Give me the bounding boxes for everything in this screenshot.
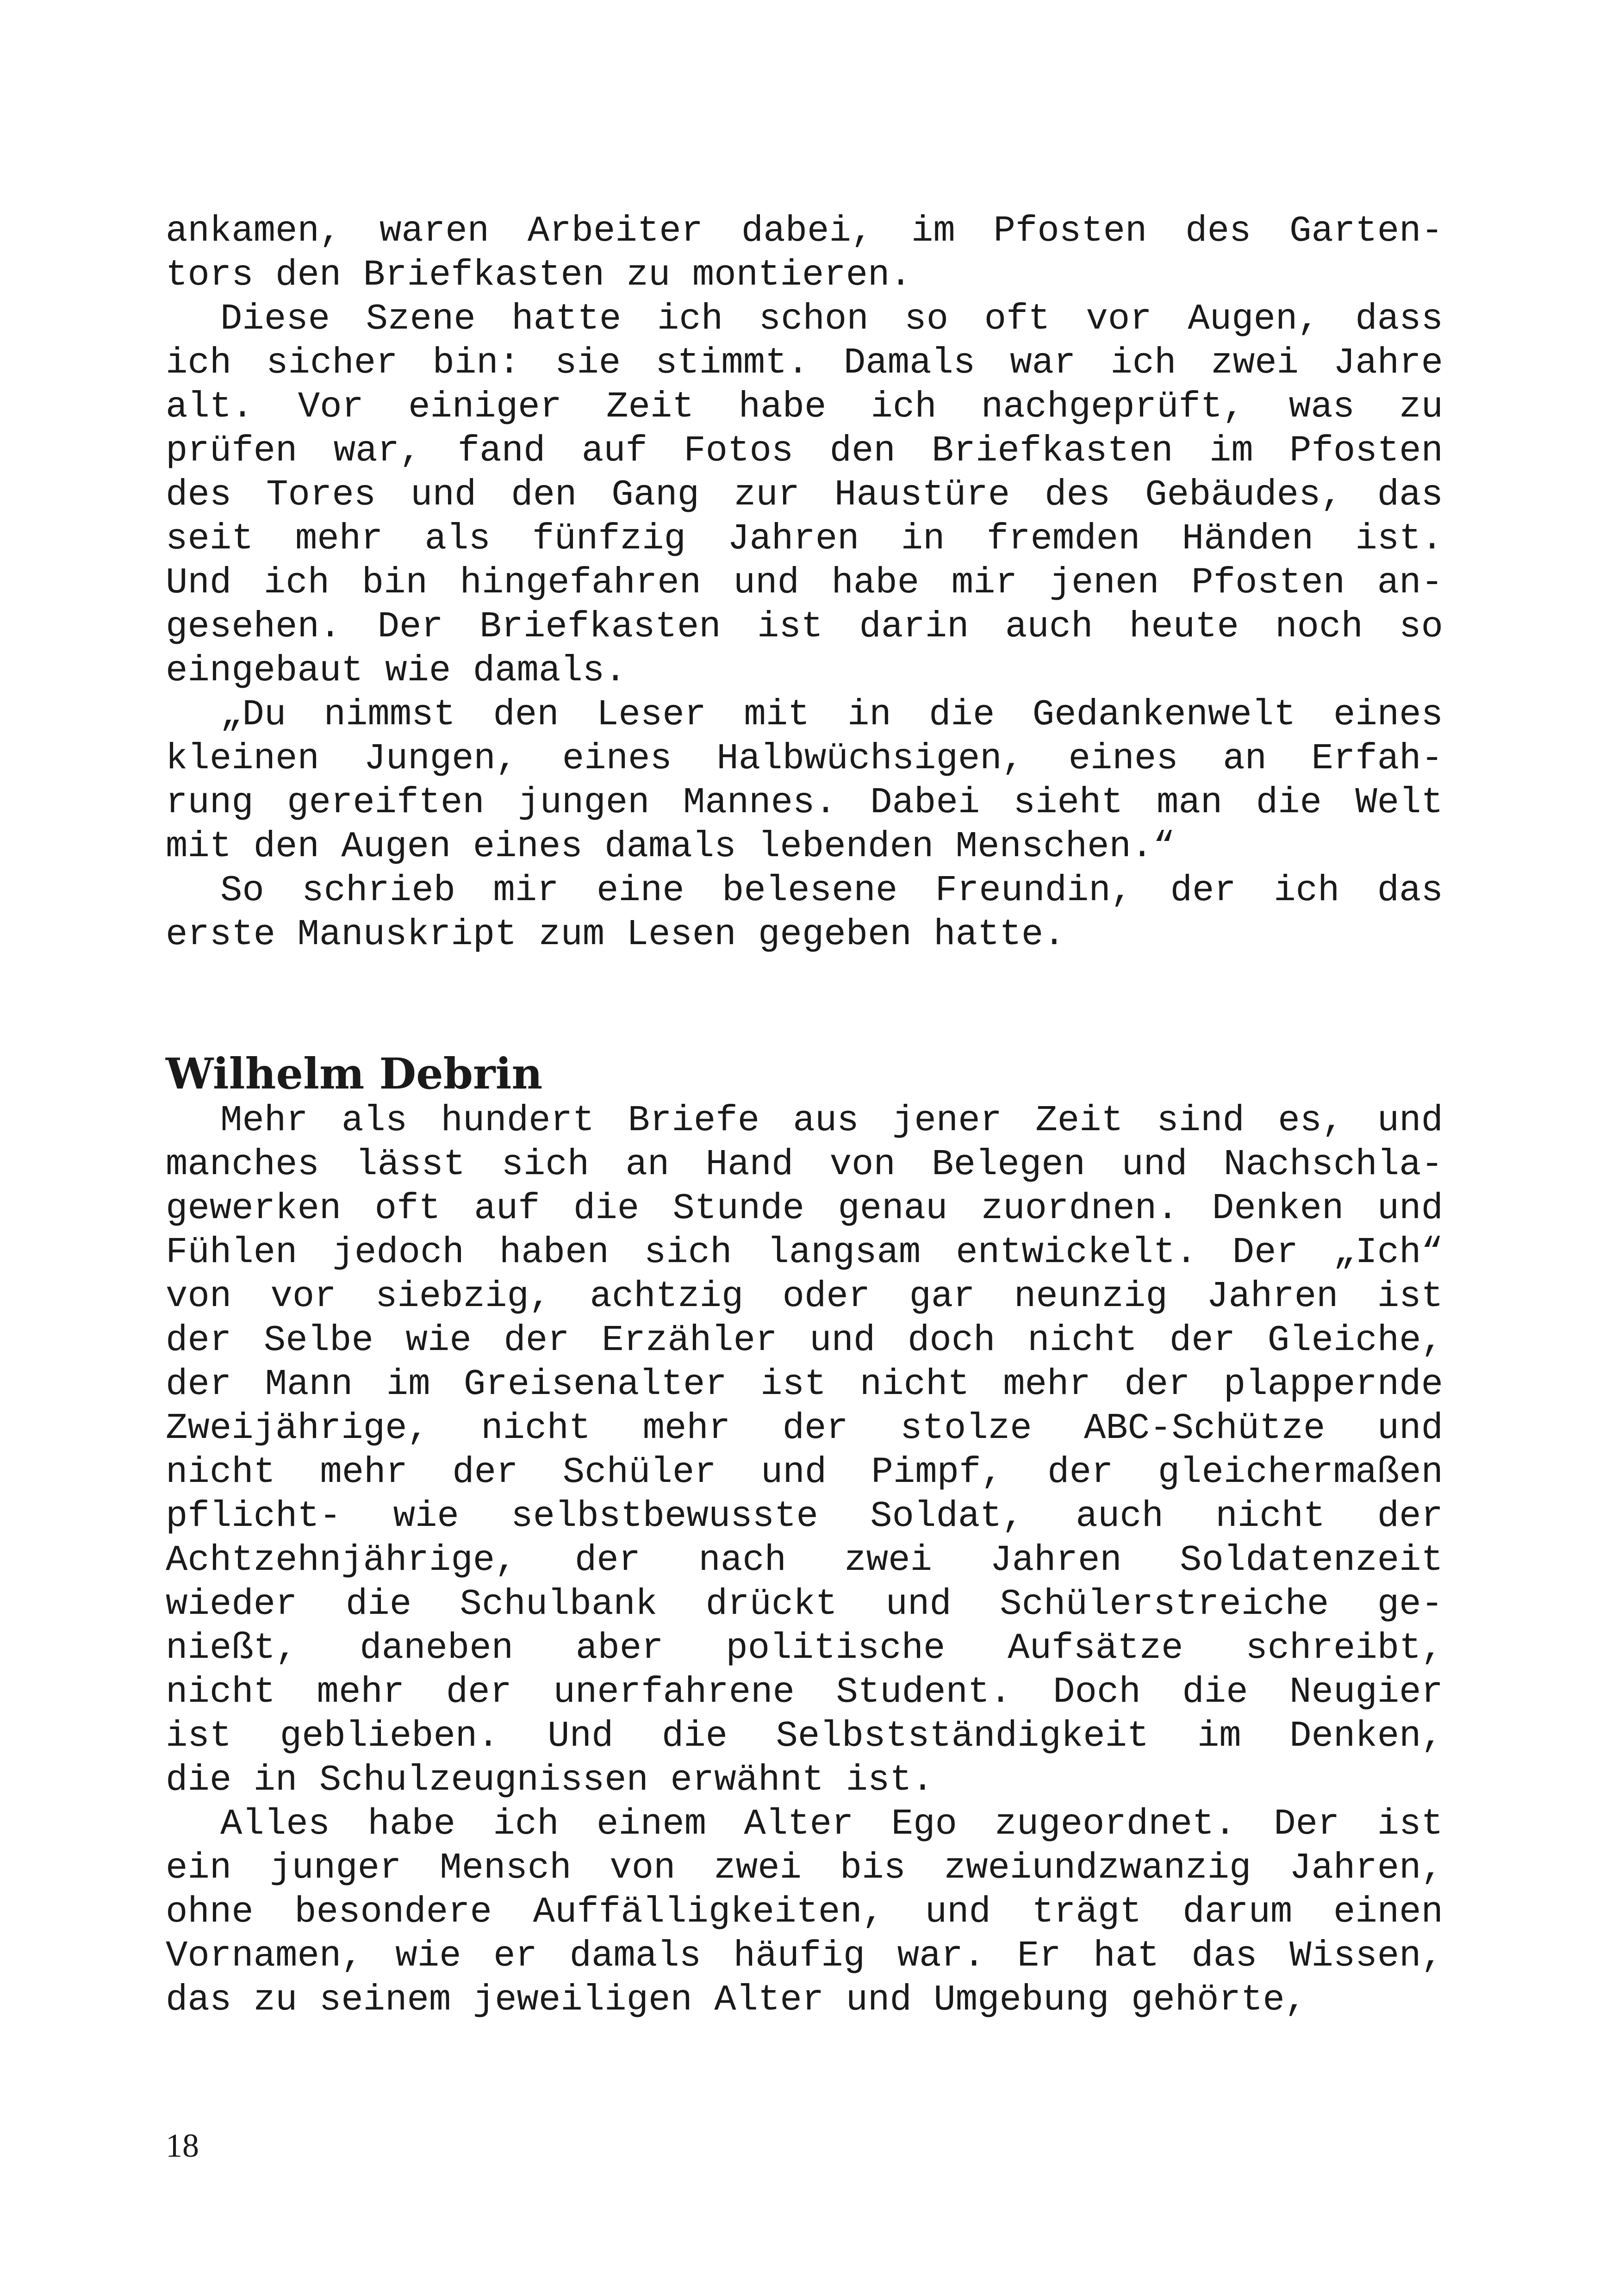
- text-line: Diese Szene hatte ich schon so oft vor Augen, dass: [220, 298, 1443, 340]
- text-line: alt. Vor einiger Zeit habe ich nachgeprüft, was zu: [166, 386, 1443, 428]
- text-line: prüfen war, fand auf Fotos den Briefkasten im Pfosten: [166, 430, 1443, 472]
- page-number: 18: [166, 2127, 199, 2164]
- text-line: Alles habe ich einem Alter Ego zugeordnet. Der ist: [220, 1803, 1443, 1845]
- text-line: Mehr als hundert Briefe aus jener Zeit sind es, und: [220, 1100, 1443, 1141]
- text-line: wieder die Schulbank drückt und Schülerstreiche ge-: [166, 1583, 1443, 1625]
- text-line: manches lässt sich an Hand von Belegen und Nachschla-: [166, 1144, 1443, 1185]
- text-line: erste Manuskript zum Lesen gegeben hatte.: [166, 914, 1065, 955]
- text-line: ohne besondere Auffälligkeiten, und trägt darum einen: [166, 1891, 1443, 1933]
- text-line: die in Schulzeugnissen erwähnt ist.: [166, 1759, 934, 1801]
- paragraph: [166, 297, 1443, 693]
- text-line: ein junger Mensch von zwei bis zweiundzwanzig Jahren,: [166, 1847, 1443, 1889]
- text-line: der Mann im Greisenalter ist nicht mehr der plappernde: [166, 1363, 1443, 1405]
- paragraph: [166, 1099, 1443, 1802]
- text-line: das zu seinem jeweiligen Alter und Umgebung gehörte,: [166, 1979, 1307, 2021]
- paragraph: [166, 1802, 1443, 2022]
- text-line: seit mehr als fünfzig Jahren in fremden Händen ist.: [166, 518, 1443, 560]
- text-block-top: [166, 209, 1443, 957]
- text-line: gesehen. Der Briefkasten ist darin auch heute noch so: [166, 606, 1443, 647]
- text-line: nießt, daneben aber politische Aufsätze schreibt,: [166, 1627, 1443, 1669]
- paragraph: [166, 693, 1443, 869]
- text-line: pflicht- wie selbstbewusste Soldat, auch nicht der: [166, 1495, 1443, 1537]
- text-line: tors den Briefkasten zu montieren.: [166, 254, 912, 296]
- text-line: rung gereiften jungen Mannes. Dabei sieht man die Welt: [166, 782, 1443, 823]
- text-line: So schrieb mir eine belesene Freundin, der ich das: [220, 870, 1443, 911]
- text-line: Zweijährige, nicht mehr der stolze ABC-Schütze und: [166, 1407, 1443, 1449]
- text-block-bottom: [166, 1099, 1443, 2022]
- text-line: eingebaut wie damals.: [166, 650, 627, 691]
- text-line: nicht mehr der unerfahrene Student. Doch die Neugier: [166, 1671, 1443, 1713]
- text-line: nicht mehr der Schüler und Pimpf, der gleichermaßen: [166, 1451, 1443, 1493]
- text-line: Achtzehnjährige, der nach zwei Jahren Soldatenzeit: [166, 1539, 1443, 1581]
- paragraph: [166, 209, 1443, 297]
- text-line: mit den Augen eines damals lebenden Menschen.“: [166, 826, 1175, 867]
- text-line: ankamen, waren Arbeiter dabei, im Pfosten des Garten-: [166, 210, 1443, 252]
- text-line: „Du nimmst den Leser mit in die Gedankenwelt eines: [220, 694, 1443, 735]
- text-line: Fühlen jedoch haben sich langsam entwickelt. Der „Ich“: [166, 1232, 1443, 1273]
- text-line: von vor siebzig, achtzig oder gar neunzig Jahren ist: [166, 1276, 1443, 1317]
- text-line: des Tores und den Gang zur Haustüre des Gebäudes, das: [166, 474, 1443, 516]
- text-line: Vornamen, wie er damals häufig war. Er hat das Wissen,: [166, 1935, 1443, 1977]
- text-line: gewerken oft auf die Stunde genau zuordnen. Denken und: [166, 1188, 1443, 1229]
- text-line: ich sicher bin: sie stimmt. Damals war ich zwei Jahre: [166, 342, 1443, 384]
- section-heading: Wilhelm Debrin: [166, 1049, 543, 1099]
- text-line: der Selbe wie der Erzähler und doch nicht der Gleiche,: [166, 1319, 1443, 1361]
- paragraph: [166, 869, 1443, 957]
- text-line: Und ich bin hingefahren und habe mir jenen Pfosten an-: [166, 562, 1443, 604]
- text-line: kleinen Jungen, eines Halbwüchsigen, eines an Erfah-: [166, 738, 1443, 779]
- text-line: ist geblieben. Und die Selbstständigkeit im Denken,: [166, 1715, 1443, 1757]
